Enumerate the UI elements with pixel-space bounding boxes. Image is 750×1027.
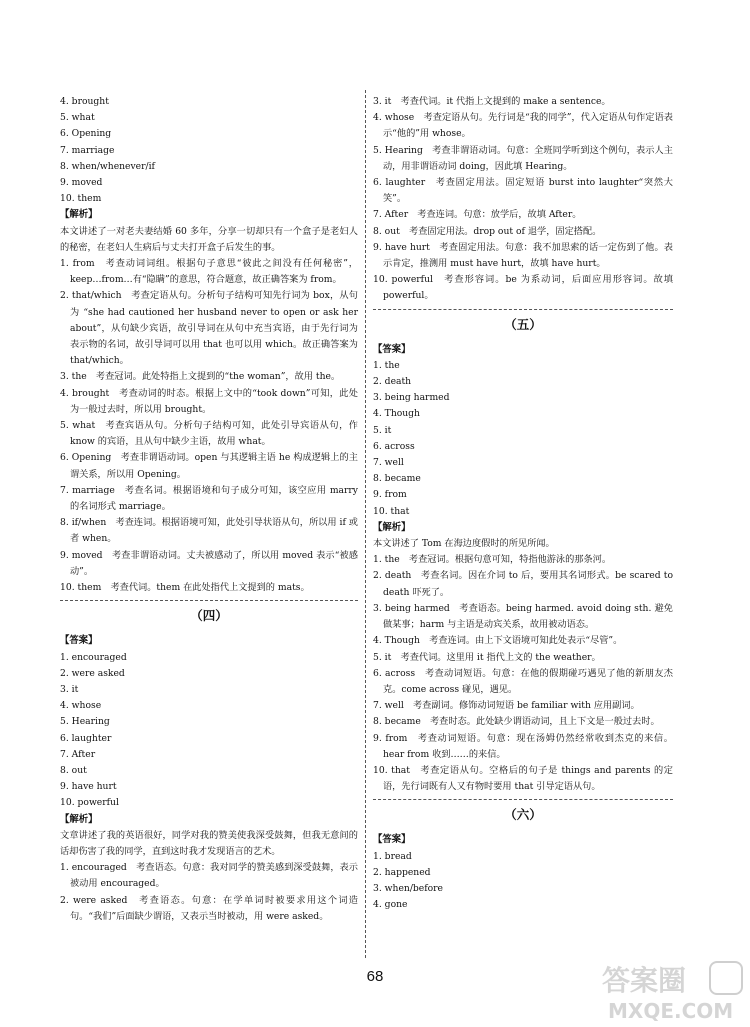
right-column [373, 94, 673, 913]
answer-item: 10. that [373, 505, 410, 517]
explanation-item: 4. Though 考查连词。由上下文语境可知此处表示“尽管”。 [373, 635, 623, 647]
explanation-item: 9. have hurt 考查固定用法。句意：我不加思索的话一定伤到了他。表示肯定，推测用 must have hurt，故填 have hurt。 [373, 241, 673, 270]
section-title: （四） [190, 608, 228, 624]
explanation-item: 6. laughter 考查固定用法。固定短语 burst into laughter“突然大笑”。 [373, 177, 673, 205]
analysis-tag: 【解析】 [60, 813, 98, 825]
section-title: （五） [504, 316, 542, 332]
answer-item: 1. bread [373, 850, 412, 862]
answer-item: 5. what [60, 112, 95, 124]
analysis-tag: 【解析】 [373, 521, 411, 533]
answer-item: 2. happened [373, 866, 431, 878]
analysis-summary: 本文讲述了一对老夫妻结婚 60 多年，分享一切却只有一个盒子是老妇人的秘密，在老妇人生病后与丈夫打开盒子后发生的事。 [60, 225, 358, 253]
answer-item: 8. when/whenever/if [60, 160, 155, 172]
watermark-logo-icon [598, 958, 746, 1024]
explanation-item: 7. marriage 考查名词。根据语境和句子成分可知，该空应用 marry 的名词形式 marriage。 [60, 484, 358, 513]
answer-item: 7. After [60, 748, 96, 760]
answer-list-top [60, 94, 358, 207]
explanation-item: 5. it 考查代词。这里用 it 指代上文的 the weather。 [373, 651, 601, 663]
answer-item: 8. became [373, 473, 421, 485]
explanation-item: 1. the 考查冠词。根据句意可知，特指他游泳的那条河。 [373, 554, 612, 566]
answer-item: 7. well [373, 457, 404, 469]
answer-item: 10. powerful [60, 797, 119, 809]
answer-item: 5. it [373, 424, 392, 436]
answer-list [373, 358, 673, 520]
answer-item: 4. whose [60, 700, 102, 712]
answer-tag: 【答案】 [373, 834, 411, 846]
answer-item: 4. Though [373, 408, 420, 420]
explanation-item: 7. After 考查连词。句意：放学后，故填 After。 [373, 209, 582, 221]
analysis-tag: 【解析】 [60, 209, 98, 221]
answer-item: 9. have hurt [60, 781, 117, 793]
watermark-bottom-text: MXQE.COM [608, 999, 734, 1023]
explanation-item: 2. death 考查名词。因在介词 to 后，要用其名词形式。be scared to death 吓死了。 [373, 570, 673, 598]
answer-tag: 【答案】 [60, 635, 98, 647]
answer-list [60, 650, 358, 812]
explanation-item: 10. powerful 考查形容词。be 为系动词，后面应用形容词。故填 powerful。 [373, 274, 673, 302]
explanation-item: 5. Hearing 考查非谓语动词。句意：全班同学听到这个例句，表示人主动，用非谓语动词 doing，因此填 Hearing。 [373, 144, 673, 172]
explanation-item: 8. became 考查时态。此处缺少谓语动词，且上下文是一般过去时。 [373, 716, 660, 728]
answer-item: 6. laughter [60, 732, 112, 744]
section-divider [373, 799, 673, 800]
explanation-item: 10. them 考查代词。them 在此处指代上文提到的 mats。 [60, 582, 310, 594]
answer-item: 3. being harmed [373, 392, 450, 404]
answer-item: 6. across [373, 440, 415, 452]
explanation-item: 2. were asked 考查语态。句意：在学单词时被要求用这个词造句。“我们”后面缺少谓语，又表示当时被动，用 were asked。 [60, 894, 358, 922]
explanation-item: 1. from 考查动词词组。根据句子意思“彼此之间没有任何秘密”，keep…from…有“隐瞒”的意思，符合题意，故正确答案为 from。 [60, 258, 358, 286]
explanation-item: 10. that 考查定语从句。空格后的句子是 things and parents 的定语，先行词既有人又有物时要用 that 引导定语从句。 [373, 764, 673, 793]
answer-item: 1. the [373, 359, 400, 371]
explanation-item: 2. that/which 考查定语从句。分析句子结构可知先行词为 box，从句为 “she had cautioned her husband never to open or ask her about”，从句缺少宾语，故引导词在从句中充当宾语，由于先行词为表示物的名词，故引导词可以用 that 也可以用 which。故正确答案为 that/which。 [60, 290, 358, 367]
section-title: （六） [504, 807, 542, 823]
answer-item: 8. out [60, 764, 87, 776]
answer-item: 4. gone [373, 899, 408, 911]
answer-item: 3. it [60, 683, 79, 695]
explanation-item: 8. if/when 考查连词。根据语境可知，此处引导状语从句，所以用 if 或者 when。 [60, 517, 358, 545]
analysis-summary: 文章讲述了我的英语很好，同学对我的赞美使我深受鼓舞，但我无意间的话却伤害了我的同学，直到这时我才发现语言的艺术。 [60, 829, 358, 857]
answer-item: 4. brought [60, 96, 109, 107]
explanation-item: 1. encouraged 考查语态。句意：我对同学的赞美感到深受鼓舞，表示被动用 encouraged。 [60, 862, 358, 890]
watermark-top-text: 答案圈 [602, 964, 687, 997]
explanation-item: 6. Opening 考查非谓语动词。open 与其逻辑主语 he 构成逻辑上的主谓关系，所以用 Opening。 [60, 452, 358, 480]
explanation-item: 3. being harmed 考查语态。being harmed. avoid doing sth. 避免做某事；harm 与主语是动宾关系，故用被动语态。 [373, 602, 673, 631]
answer-item: 7. marriage [60, 144, 115, 156]
explanation-item: 3. the 考查冠词。此处特指上文提到的“the woman”，故用 the。 [60, 371, 341, 383]
answer-tag: 【答案】 [373, 343, 411, 355]
analysis-summary: 本文讲述了 Tom 在海边度假时的所见所闻。 [373, 538, 555, 550]
column-divider [365, 90, 366, 958]
answer-item: 1. encouraged [60, 651, 127, 663]
explanation-item: 5. what 考查宾语从句。分析句子结构可知，此处引导宾语从句，作 know 的宾语，且从句中缺少主语，故用 what。 [60, 420, 358, 448]
section-divider [373, 309, 673, 310]
explanation-item: 9. moved 考查非谓语动词。丈夫被感动了，所以用 moved 表示“被感动”。 [60, 549, 358, 577]
answer-item: 9. moved [60, 177, 103, 189]
explanation-item: 4. brought 考查动词的时态。根据上文中的“took down”可知，此处为一般过去时，所以用 brought。 [60, 387, 358, 415]
left-column [60, 94, 358, 925]
explanation-item: 7. well 考查副词。修饰动词短语 be familiar with 应用副词。 [373, 700, 640, 712]
page-number: 68 [366, 968, 384, 985]
answer-item: 2. were asked [60, 667, 125, 679]
section-divider [60, 600, 358, 601]
answer-item: 6. Opening [60, 128, 112, 140]
answer-item: 9. from [373, 489, 407, 501]
answer-item: 2. death [373, 376, 412, 388]
answer-list [373, 849, 673, 914]
explanation-item: 3. it 考查代词。it 代指上文提到的 make a sentence。 [373, 96, 611, 107]
explanation-item: 4. whose 考查定语从句。先行词是“我的同学”，代入定语从句作定语表示“他的”用 whose。 [373, 112, 673, 140]
answer-item: 3. when/before [373, 882, 443, 894]
answer-item: 10. them [60, 193, 102, 205]
answer-item: 5. Hearing [60, 716, 110, 728]
explanation-item: 8. out 考查固定用法。drop out of 退学，固定搭配。 [373, 225, 602, 237]
explanation-item: 9. from 考查动词短语。句意：现在汤姆仍然经常收到杰克的来信。hear from 收到……的来信。 [373, 732, 673, 760]
explanation-item: 6. across 考查动词短语。句意：在他的假期碰巧遇见了他的新朋友杰克。come across 碰见，遇见。 [373, 667, 673, 695]
